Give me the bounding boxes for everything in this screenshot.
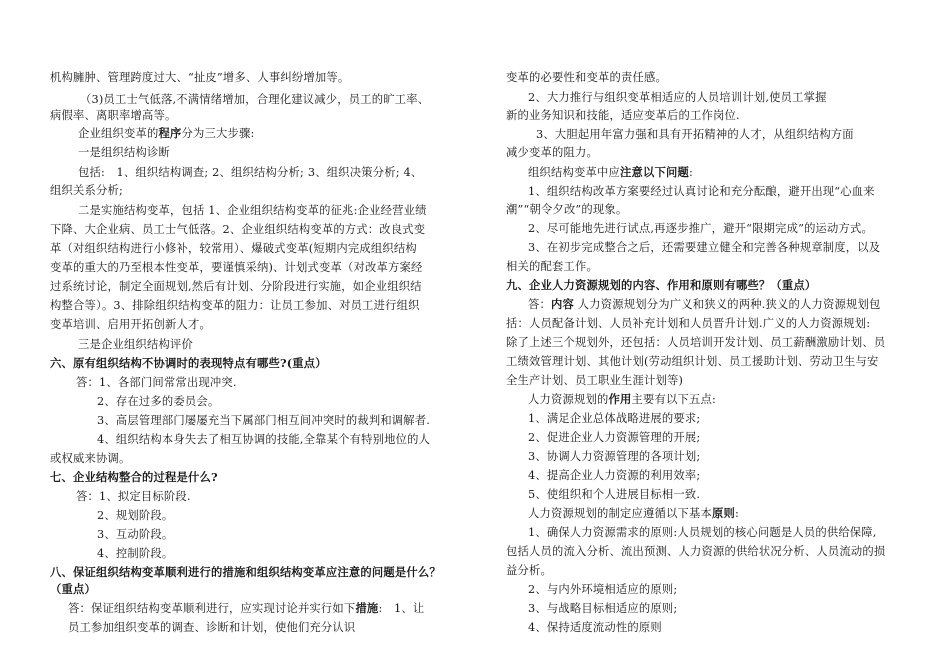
section-heading-8-note: （重点） (50, 582, 96, 596)
text-line: 减少变革的阻力。 (506, 146, 598, 159)
text-line: 包括: 1、组织结构调查; 2、组织结构分析; 3、组织决策分析; 4、 (78, 166, 423, 179)
text-line: 过系统讨论，制定全面规划,然后有计划、分阶段进行实施，如企业组织结 (50, 280, 422, 293)
text-line: 2、大力推行与组织变革相适应的人员培训计划,使员工掌握 (528, 91, 827, 104)
text-line: 3、协调人力资源管理的各项计划; (528, 450, 701, 463)
text-line: 工绩效管理计划、其他计划(劳动组织计划、员工援助计划、劳动卫生与安 (506, 355, 879, 368)
text-line: 2、尽可能地先进行试点,再逐步推广，避开“限期完成”的运动方式。 (528, 222, 874, 235)
section-heading-9: 九、企业人力资源规划的内容、作用和原则有哪些？（重点） (506, 278, 817, 292)
text-line: 三是企业组织结构评价 (78, 338, 193, 351)
text-line: 变革的重大的乃至根本性变革，要谨慎采纳)、计划式变革（对改革方案经 (50, 261, 423, 274)
section-heading-6: 六、原有组织结构不协调时的表现特点有哪些?(重点） (50, 356, 327, 370)
text-line: 全生产计划、员工职业生涯计划等) (506, 374, 684, 387)
text-line: 3、高层管理部门屡屡充当下属部门相互间冲突时的裁判和调解者. (97, 414, 431, 427)
text-line: 革（对组织结构进行小修补，较常用）、爆破式变革(短期内完成组织结构 (50, 242, 417, 255)
text-line: 答：1、各部门间常常出现冲突. (76, 376, 237, 389)
text-line: 新的业务知识和技能，适应变革后的工作岗位. (506, 109, 740, 122)
text-line: 4、提高企业人力资源的利用效率; (528, 469, 701, 482)
text-line: 或权威来协调。 (50, 452, 131, 465)
text-line: 机构臃肿、管理跨度过大、“扯皮”增多、人事纠纷增加等。 (50, 71, 350, 84)
text-line: 4、控制阶段。 (97, 547, 174, 560)
text-line: 3、在初步完成整合之后，还需要建立健全和完善各种规章制度，以及 (528, 241, 881, 254)
text-line: 病假率、离职率增高等。 (50, 109, 177, 122)
text-line: （3)员工士气低落,不满情绪增加，合理化建议减少，员工的旷工率、 (80, 93, 430, 106)
text-line: 4、保持适度流动性的原则 (528, 621, 662, 634)
text-line: 益分析。 (506, 564, 552, 577)
text-line: 3、互动阶段。 (97, 528, 174, 541)
text-line: 潮”“朝令夕改”的现象。 (506, 203, 628, 216)
text-line: 1、满足企业总体战略进展的要求; (528, 412, 701, 425)
text-line: 2、存在过多的委员会。 (97, 395, 220, 408)
text-line: 答：保证组织结构变革顺利进行，应实现讨论并实行如下措施: 1、让 (68, 601, 425, 615)
text-line: 2、规划阶段。 (97, 509, 174, 522)
text-line: 变革的必要性和变革的责任感。 (506, 71, 667, 84)
text-line: 构整合等）。3、排除组织结构变革的阻力：让员工参加、对员工进行组织 (50, 299, 420, 312)
text-line: 组织结构变革中应注意以下问题: (528, 165, 693, 179)
text-line: 包括人员的流入分析、流出预测、人力资源的供给状况分析、人员流动的损 (506, 545, 886, 558)
text-line: 下降、大企业病、员工士气低落。2、企业组织结构变革的方式：改良式变 (50, 223, 426, 236)
text-line: 括：人员配备计划、人员补充计划和人员晋升计划.广义的人力资源规划: (506, 317, 871, 330)
text-line: 二是实施结构变革，包括 1、企业组织结构变革的征兆:企业经营业绩 (78, 204, 427, 217)
text-line: 人力资源规划的作用主要有以下五点: (528, 392, 716, 406)
text-line: 企业组织变革的程序分为三大步骤: (78, 126, 255, 140)
section-heading-8: 八、保证组织结构变革顺利进行的措施和组织结构变革应注意的问题是什么？ (50, 565, 441, 579)
text-line: 5、使组织和个人进展目标相一致. (528, 488, 701, 501)
text-line: 3、大胆起用年富力强和具有开拓精神的人才，从组织结构方面 (536, 128, 854, 141)
text-line: 1、确保人力资源需求的原则:人员规划的核心问题是人员的供给保障, (528, 526, 877, 539)
section-heading-7: 七、企业结构整合的过程是什么? (50, 470, 218, 484)
text-line: 变革培训、启用开拓创新人才。 (50, 318, 211, 331)
text-line: 员工参加组织变革的调查、诊断和计划，使他们充分认识 (68, 621, 356, 634)
text-line: 3、与战略目标相适应的原则; (528, 602, 678, 615)
text-line: 2、与内外环境相适应的原则; (528, 583, 678, 596)
text-line: 1、组织结构改革方案要经过认真讨论和充分酝酿，避开出现“心血来 (528, 185, 875, 198)
text-line: 4、组织结构本身失去了相互协调的技能,全靠某个有特别地位的人 (97, 433, 431, 446)
text-line: 除了上述三个规划外，还包括：人员培训开发计划、员工薪酬激励计划、员 (506, 336, 886, 349)
text-line: 答：内容 人力资源规划分为广义和狭义的两种.狭义的人力资源规划包 (528, 297, 881, 311)
text-line: 2、促进企业人力资源管理的开展; (528, 431, 701, 444)
text-line: 相关的配套工作。 (506, 260, 598, 273)
text-line: 答：1、拟定目标阶段. (76, 490, 191, 503)
text-line: 组织关系分析; (50, 184, 123, 197)
text-line: 人力资源规划的制定应遵循以下基本原则: (528, 506, 739, 520)
text-line: 一是组织结构诊断 (78, 146, 170, 159)
